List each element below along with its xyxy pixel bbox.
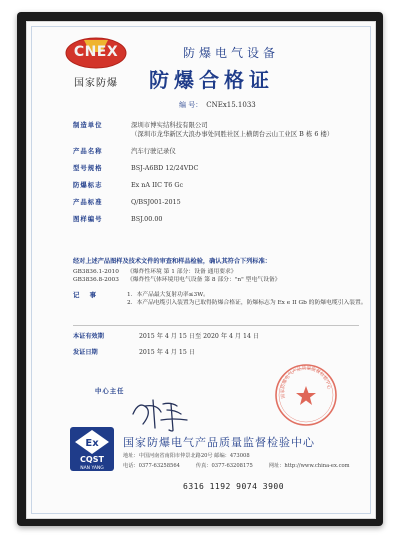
issuing-org-name: 国家防爆电气产品质量监督检验中心 bbox=[123, 436, 315, 449]
issuing-org-phone: 电话：0377-63258564 bbox=[123, 463, 180, 469]
signature-image bbox=[127, 394, 197, 434]
field-label: 图样编号 bbox=[73, 215, 103, 223]
field-row bbox=[73, 198, 363, 207]
cnex-logo bbox=[61, 36, 131, 89]
field-row bbox=[73, 181, 363, 190]
field-value: Q/BSJ001-2015 bbox=[131, 198, 181, 206]
seal-text: 国家防爆电气产品质量监督检验中心 bbox=[280, 366, 331, 399]
date-row bbox=[73, 347, 373, 356]
cqst-logo-ex: Ex bbox=[85, 438, 99, 449]
field-row bbox=[73, 164, 363, 173]
manufacturer-address: （深圳市龙华新区大浪办事处同胜社区上横朗台云山工业区 B 栋 6 楼） bbox=[131, 130, 334, 138]
issue-date-value: 2015 年 4 月 15 日 bbox=[139, 349, 195, 356]
conformity-declaration: 经对上述产品图样及技术文件的审查和样品检验，确认其符合下列标准： bbox=[73, 258, 271, 265]
standard-item bbox=[73, 277, 373, 285]
note-item: 2．本产品电缆引入装置为已取得防爆合格证，防爆标志为 Ex e II Gb 的防爆电缆引入装置。 bbox=[127, 299, 367, 306]
notes-section bbox=[73, 292, 373, 307]
dates-section bbox=[73, 331, 373, 363]
cqst-logo-name: CQST bbox=[80, 455, 104, 464]
logo-caption: 国家防爆 bbox=[74, 78, 118, 89]
standards-list bbox=[73, 269, 373, 284]
certificate-number-label: 编 号： bbox=[179, 101, 203, 109]
field-value: Ex nA IIC T6 Gc bbox=[131, 181, 184, 189]
cqst-logo bbox=[69, 426, 115, 472]
note-item: 1．本产品最大复射功率≤3W。 bbox=[127, 292, 209, 298]
divider bbox=[73, 325, 359, 326]
serial-number: 6316 1192 9074 3900 bbox=[183, 482, 285, 491]
certificate-category: 防爆电气设备 bbox=[183, 46, 280, 60]
field-label: 型号规格 bbox=[73, 164, 103, 172]
director-label: 中心主任 bbox=[95, 387, 125, 395]
validity-label: 本证有效期 bbox=[73, 333, 104, 340]
cqst-logo-icon bbox=[69, 426, 115, 472]
standard-title: 《爆炸性环境 第 1 部分：设备 通用要求》 bbox=[127, 269, 237, 275]
cnex-logo-icon bbox=[64, 36, 128, 72]
notes-label: 记 事 bbox=[73, 291, 101, 299]
field-row bbox=[73, 215, 363, 224]
field-value bbox=[131, 121, 363, 139]
issuing-org-website: 网址：http://www.china-ex.com bbox=[268, 463, 350, 469]
field-list bbox=[73, 121, 363, 232]
certificate-number-value: CNEx15.1033 bbox=[206, 101, 256, 109]
manufacturer-name: 深圳市博实结科技有限公司 bbox=[131, 121, 208, 129]
field-label: 产品标准 bbox=[73, 198, 103, 206]
issuing-org-contacts bbox=[123, 462, 366, 469]
cqst-logo-city: NAN YANG bbox=[80, 466, 104, 471]
certificate-number bbox=[179, 100, 256, 110]
standard-item bbox=[73, 269, 373, 277]
standard-code: GB3836.8-2003 bbox=[73, 276, 119, 283]
field-value: 汽车行驶记录仪 bbox=[131, 147, 176, 155]
field-value: BSJ-A6BD 12/24VDC bbox=[131, 164, 199, 172]
standard-title: 《爆炸性气体环境用电气设备 第 8 部分："n" 型电气设备》 bbox=[127, 276, 281, 283]
issue-date-label: 发证日期 bbox=[73, 349, 98, 356]
field-label: 防爆标志 bbox=[73, 181, 103, 189]
field-row bbox=[73, 147, 363, 156]
logo-text: CNEX bbox=[73, 44, 119, 60]
field-label: 制造单位 bbox=[73, 121, 103, 129]
official-seal bbox=[273, 362, 339, 428]
date-row bbox=[73, 331, 373, 340]
field-label: 产品名称 bbox=[73, 147, 103, 155]
certificate-document bbox=[26, 21, 376, 519]
field-row bbox=[73, 121, 363, 139]
issuing-org-address: 地址：中国河南省南阳市仲景北路20号 邮编：473008 bbox=[123, 453, 250, 459]
issuing-org-fax: 传真：0377-63208175 bbox=[195, 463, 253, 469]
certificate-title: 防爆合格证 bbox=[149, 68, 274, 92]
standard-code: GB3836.1-2010 bbox=[73, 269, 119, 275]
notes-list bbox=[127, 292, 373, 307]
field-value: BSJ.00.00 bbox=[131, 215, 163, 223]
validity-value: 2015 年 4 月 15 日至 2020 年 4 月 14 日 bbox=[139, 333, 260, 340]
